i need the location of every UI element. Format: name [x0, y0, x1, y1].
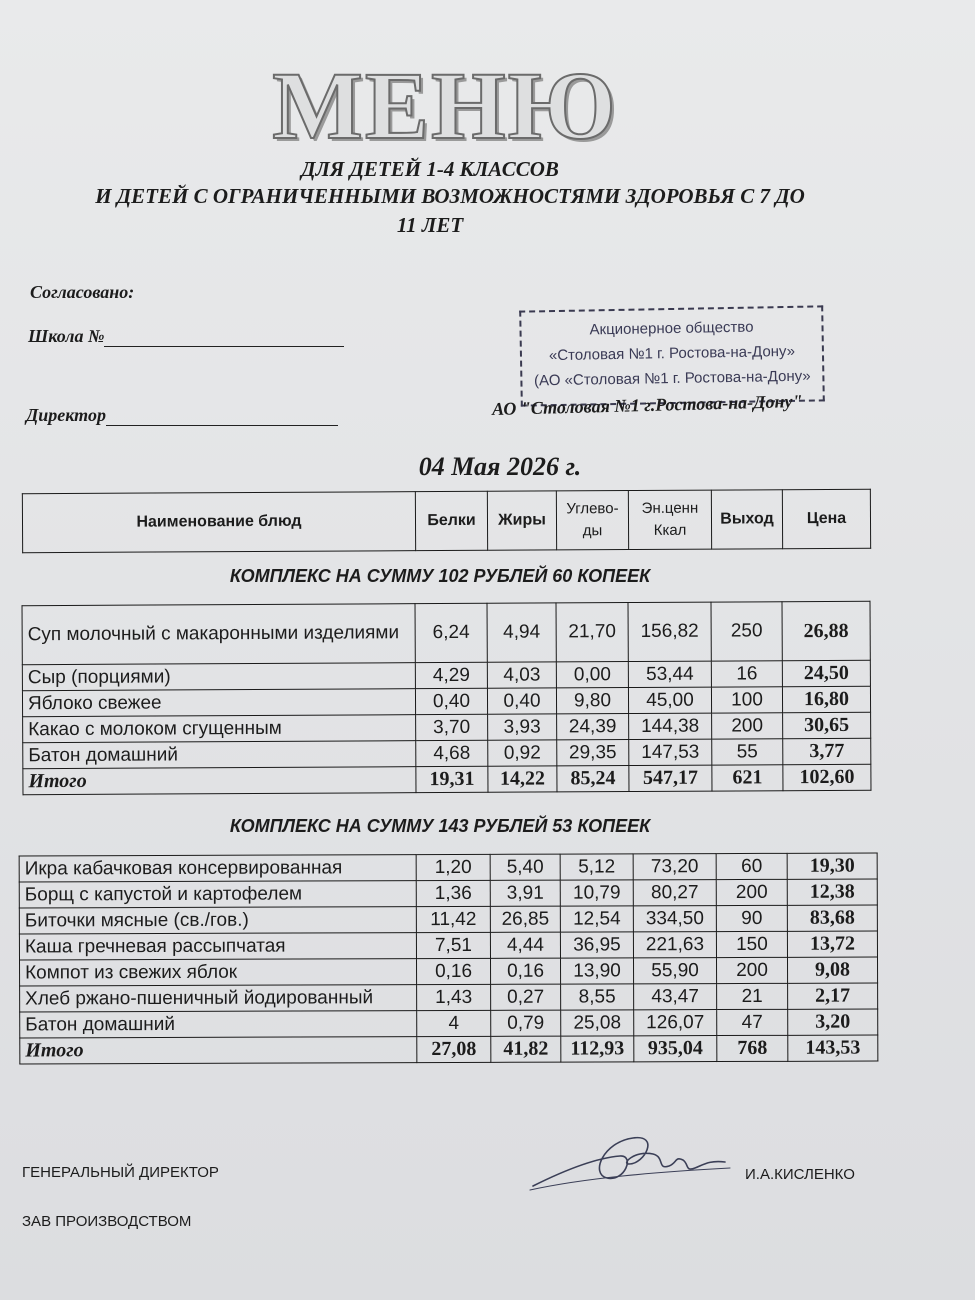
cell-protein: 4	[417, 1010, 491, 1036]
cell-carbs: 25,08	[561, 1010, 634, 1036]
cell-protein: 4,29	[415, 662, 487, 688]
cell-name: Биточки мясные (св./гов.)	[19, 907, 416, 934]
table-row	[19, 931, 877, 960]
cell-name: Компот из свежих яблок	[20, 959, 417, 986]
cell-carbs: 10,79	[560, 880, 633, 906]
cell-energy: 156,82	[628, 602, 711, 661]
cell-carbs: 29,35	[557, 740, 629, 766]
table-row	[22, 601, 870, 664]
production-head-label: ЗАВ ПРОИЗВОДСТВОМ	[22, 1213, 192, 1230]
menu-date: 04 Мая 2026 г.	[418, 452, 582, 481]
cell-yield: 90	[716, 905, 787, 931]
cell-name: Батон домашний	[20, 1011, 417, 1038]
complex-2-title: КОМПЛЕКС НА СУММУ 143 РУБЛЕЙ 53 КОПЕЕК	[229, 816, 651, 836]
school-field	[28, 326, 344, 347]
cell-energy: 126,07	[634, 1010, 717, 1036]
header-fat: Жиры	[487, 491, 556, 550]
cell-name: Сыр (порциями)	[22, 663, 415, 691]
cell-price: 30,65	[783, 712, 871, 738]
general-director-label: ГЕНЕРАЛЬНЫЙ ДИРЕКТОР	[22, 1164, 219, 1181]
cell-fat: 14,22	[488, 766, 557, 792]
cell-energy: 80,27	[633, 880, 716, 906]
cell-fat: 41,82	[491, 1036, 561, 1062]
header-energy: Эн.ценн Ккал	[628, 490, 711, 549]
cell-price: 3,77	[783, 738, 871, 764]
cell-name: Итого	[20, 1037, 417, 1064]
total-row	[20, 1035, 878, 1064]
cell-protein: 0,40	[415, 688, 487, 714]
cell-fat: 26,85	[490, 906, 560, 932]
table-row	[19, 905, 877, 934]
general-director-name: И.А.КИСЛЕНКО	[745, 1166, 855, 1183]
cell-protein: 27,08	[417, 1036, 491, 1062]
cell-protein: 1,20	[416, 854, 490, 880]
table-row	[19, 879, 877, 908]
cell-yield: 250	[711, 602, 782, 661]
cell-protein: 19,31	[416, 766, 488, 792]
signature-icon	[525, 1120, 735, 1200]
agreed-label: Согласовано:	[30, 282, 135, 302]
header-name: Наименование блюд	[22, 492, 415, 553]
table-row	[20, 1009, 878, 1038]
cell-carbs: 8,55	[561, 984, 634, 1010]
table-row	[20, 957, 878, 986]
subtitle-line-3: 11 ЛЕТ	[396, 213, 464, 237]
complex-2-table	[19, 853, 879, 1065]
cell-fat: 4,03	[487, 662, 556, 688]
cell-yield: 100	[711, 687, 782, 713]
cell-carbs: 21,70	[556, 603, 628, 662]
cell-price: 12,38	[787, 879, 877, 905]
cell-yield: 200	[712, 713, 783, 739]
cell-protein: 4,68	[416, 740, 488, 766]
cell-price: 26,88	[782, 601, 870, 660]
cell-yield: 621	[712, 765, 783, 791]
cell-price: 2,17	[788, 983, 878, 1009]
cell-yield: 768	[717, 1035, 788, 1061]
cell-energy: 45,00	[628, 687, 711, 713]
cell-price: 83,68	[787, 905, 877, 931]
cell-energy: 144,38	[629, 713, 712, 739]
cell-price: 19,30	[787, 853, 877, 879]
cell-carbs: 36,95	[560, 932, 633, 958]
subtitle-line-1: ДЛЯ ДЕТЕЙ 1-4 КЛАССОВ	[301, 157, 559, 181]
cell-yield: 47	[717, 1009, 788, 1035]
cell-protein: 11,42	[416, 906, 490, 932]
header-carbs: Углево- ды	[556, 491, 628, 550]
cell-name: Хлеб ржано-пшеничный йодированный	[20, 985, 417, 1012]
cell-yield: 60	[716, 853, 787, 879]
cell-protein: 6,24	[415, 603, 487, 662]
cell-energy: 53,44	[628, 661, 711, 687]
cell-name: Суп молочный с макаронными изделиями	[22, 604, 415, 665]
cell-energy: 935,04	[634, 1036, 717, 1062]
table-row	[20, 983, 878, 1012]
cell-carbs: 13,90	[560, 958, 633, 984]
cell-fat: 0,27	[491, 984, 561, 1010]
cell-carbs: 9,80	[556, 688, 628, 714]
cell-energy: 221,63	[633, 932, 716, 958]
cell-carbs: 112,93	[561, 1036, 634, 1062]
cell-fat: 4,94	[487, 603, 556, 662]
cell-protein: 3,70	[416, 714, 488, 740]
stamp-line-3: (АО «Столовая №1 г. Ростова-на-Дону»	[533, 367, 811, 390]
school-line	[104, 328, 344, 347]
cell-price: 3,20	[788, 1009, 878, 1035]
menu-title: МЕНЮ	[272, 52, 618, 159]
cell-energy: 547,17	[629, 765, 712, 791]
cell-name: Яблоко свежее	[22, 689, 415, 717]
cell-yield: 150	[716, 931, 787, 957]
cell-fat: 0,16	[490, 958, 560, 984]
cell-name: Икра кабачковая консервированная	[19, 855, 416, 882]
cell-price: 143,53	[788, 1035, 878, 1061]
cell-yield: 55	[712, 739, 783, 765]
director-label: Директор	[26, 405, 106, 425]
cell-carbs: 24,39	[557, 714, 629, 740]
organization-name: АО "Столовая №1 г.Ростова-на-Дону"	[491, 390, 803, 420]
cell-energy: 334,50	[633, 906, 716, 932]
cell-yield: 200	[716, 879, 787, 905]
cell-yield: 16	[711, 661, 782, 687]
cell-name: Каша гречневая рассыпчатая	[19, 933, 416, 960]
cell-carbs: 12,54	[560, 906, 633, 932]
cell-protein: 0,16	[417, 958, 491, 984]
cell-fat: 3,91	[490, 880, 560, 906]
cell-carbs: 0,00	[556, 662, 628, 688]
cell-name: Какао с молоком сгущенным	[23, 715, 416, 743]
cell-price: 16,80	[782, 686, 870, 712]
stamp-line-1: Акционерное общество	[589, 318, 754, 339]
header-price: Цена	[782, 489, 870, 548]
cell-protein: 1,43	[417, 984, 491, 1010]
director-field	[26, 405, 338, 426]
cell-fat: 5,40	[490, 854, 560, 880]
cell-price: 102,60	[783, 764, 871, 790]
cell-energy: 55,90	[633, 958, 716, 984]
cell-name: Батон домашний	[23, 741, 416, 769]
school-label: Школа №	[28, 326, 105, 346]
cell-carbs: 5,12	[560, 854, 633, 880]
cell-energy: 147,53	[629, 739, 712, 765]
cell-price: 24,50	[782, 660, 870, 686]
cell-yield: 21	[717, 983, 788, 1009]
cell-fat: 0,40	[487, 688, 556, 714]
subtitle-line-2: И ДЕТЕЙ С ОГРАНИЧЕННЫМИ ВОЗМОЖНОСТЯМИ ЗДОРОВЬЯ С 7 ДО	[95, 184, 805, 208]
total-row	[23, 764, 871, 794]
cell-fat: 0,79	[491, 1010, 561, 1036]
cell-name: Борщ с капустой и картофелем	[19, 881, 416, 908]
column-header-table	[22, 489, 871, 553]
table-row	[19, 853, 877, 882]
director-line	[106, 407, 338, 426]
complex-1-title: КОМПЛЕКС НА СУММУ 102 РУБЛЕЙ 60 КОПЕЕК	[229, 566, 651, 586]
cell-carbs: 85,24	[557, 766, 629, 792]
cell-yield: 200	[716, 957, 787, 983]
cell-fat: 0,92	[488, 740, 557, 766]
cell-protein: 7,51	[416, 932, 490, 958]
complex-1-table	[22, 601, 872, 795]
cell-energy: 73,20	[633, 854, 716, 880]
stamp-line-2: «Столовая №1 г. Ростова-на-Дону»	[548, 342, 796, 365]
cell-fat: 4,44	[490, 932, 560, 958]
header-protein: Белки	[415, 491, 487, 550]
cell-protein: 1,36	[416, 880, 490, 906]
cell-price: 9,08	[787, 957, 877, 983]
cell-fat: 3,93	[488, 714, 557, 740]
cell-price: 13,72	[787, 931, 877, 957]
cell-energy: 43,47	[634, 984, 717, 1010]
header-yield: Выход	[711, 490, 782, 549]
cell-name: Итого	[23, 767, 416, 795]
